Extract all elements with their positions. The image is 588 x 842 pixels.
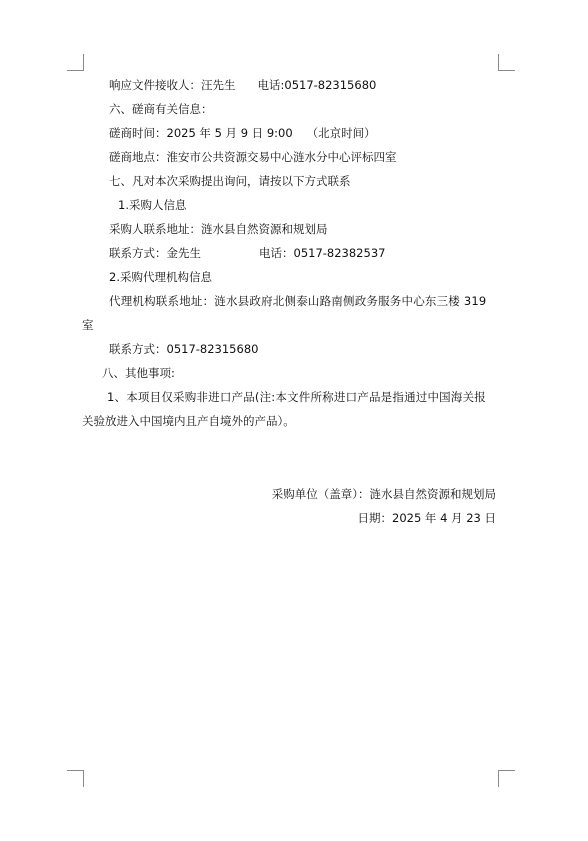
recipient-label: 响应文件接收人：汪先生	[109, 78, 236, 92]
time-label: 磋商时间：2025 年 5 月 9 日 9:00	[109, 126, 293, 140]
section8-title: 八、其他事项:	[102, 366, 175, 380]
agency-address-line-1: 代理机构联系地址：涟水县政府北侧泰山路南侧政务服务中心东三楼 319	[109, 294, 487, 308]
section6-title: 六、磋商有关信息：	[109, 102, 213, 116]
margin-corner-top-right	[498, 54, 515, 71]
agency-info-title: 2.采购代理机构信息	[109, 270, 212, 284]
other-item-1-line-1: 1、本项目仅采购非进口产品(注:本文件所称进口产品是指通过中国海关报	[107, 390, 486, 404]
time-line	[109, 126, 376, 140]
margin-corner-bottom-left	[67, 770, 84, 787]
buyer-address: 采购人联系地址：涟水县自然资源和规划局	[109, 222, 328, 236]
agency-address-line-2: 室	[82, 318, 94, 332]
buyer-info-title: 1.采购人信息	[118, 198, 187, 212]
recipient-line	[109, 78, 376, 92]
signature-unit: 采购单位（盖章）：涟水县自然资源和规划局	[271, 487, 496, 501]
margin-corner-bottom-right	[498, 770, 515, 787]
location-line: 磋商地点：淮安市公共资源交易中心涟水分中心评标四室	[109, 150, 397, 164]
time-zone: （北京时间）	[306, 126, 376, 140]
other-item-1-line-2: 关验放进入中国境内且产自境外的产品）。	[82, 414, 295, 428]
signature-date: 日期：2025 年 4 月 23 日	[357, 511, 496, 525]
margin-corner-top-left	[67, 54, 84, 71]
agency-contact: 联系方式：0517-82315680	[109, 342, 259, 356]
buyer-phone: 电话：0517-82382537	[259, 246, 386, 260]
recipient-phone: 电话:0517-82315680	[257, 78, 377, 92]
buyer-contact-line	[109, 246, 385, 260]
buyer-contact: 联系方式：金先生	[109, 246, 201, 260]
section7-title: 七、凡对本次采购提出询问，请按以下方式联系	[109, 174, 351, 188]
